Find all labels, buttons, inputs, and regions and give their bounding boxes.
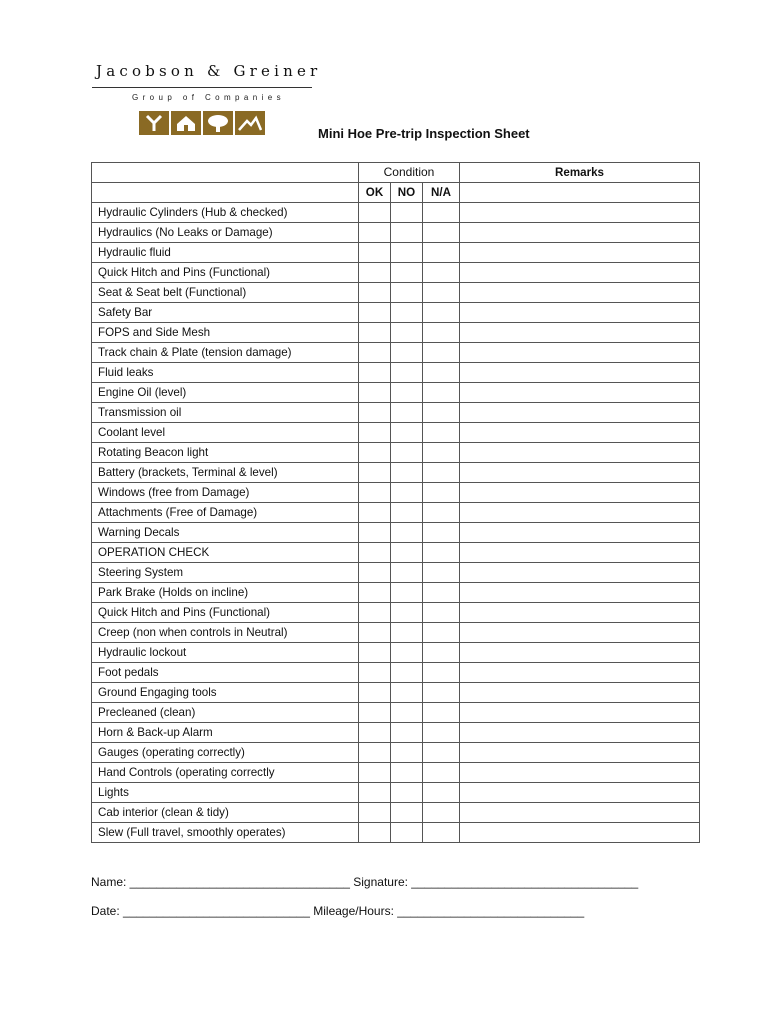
ok-cell[interactable] (359, 343, 391, 363)
table-row (92, 323, 700, 343)
no-cell[interactable] (391, 603, 423, 623)
ok-cell[interactable] (359, 723, 391, 743)
no-cell[interactable] (391, 403, 423, 423)
ok-cell[interactable] (359, 683, 391, 703)
logo-divider (92, 87, 312, 88)
table-row (92, 523, 700, 543)
remarks-cell[interactable] (460, 683, 700, 703)
ok-cell[interactable] (359, 603, 391, 623)
na-cell[interactable] (423, 823, 460, 843)
no-cell[interactable] (391, 263, 423, 283)
remarks-cell[interactable] (460, 223, 700, 243)
na-cell[interactable] (423, 403, 460, 423)
table-row (92, 803, 700, 823)
no-cell[interactable] (391, 703, 423, 723)
ok-cell[interactable] (359, 263, 391, 283)
na-cell[interactable] (423, 563, 460, 583)
remarks-cell[interactable] (460, 663, 700, 683)
ok-cell[interactable] (359, 223, 391, 243)
table-row (92, 383, 700, 403)
no-cell[interactable] (391, 343, 423, 363)
ok-cell[interactable] (359, 763, 391, 783)
inspection-item-label: Engine Oil (level) (92, 383, 359, 403)
condition-header: Condition (359, 163, 460, 183)
ok-cell[interactable] (359, 363, 391, 383)
remarks-cell[interactable] (460, 243, 700, 263)
table-row (92, 303, 700, 323)
na-cell[interactable] (423, 623, 460, 643)
table-row (92, 683, 700, 703)
inspection-item-label: Safety Bar (92, 303, 359, 323)
no-cell[interactable] (391, 223, 423, 243)
ok-cell[interactable] (359, 823, 391, 843)
mountain-icon (235, 111, 265, 135)
ok-cell[interactable] (359, 423, 391, 443)
inspection-item-label: Rotating Beacon light (92, 443, 359, 463)
name-field[interactable]: Name: _________________________________ (91, 875, 350, 889)
table-row (92, 223, 700, 243)
no-cell[interactable] (391, 383, 423, 403)
ok-cell[interactable] (359, 483, 391, 503)
inspection-item-label: Warning Decals (92, 523, 359, 543)
remarks-cell[interactable] (460, 583, 700, 603)
inspection-item-label: Battery (brackets, Terminal & level) (92, 463, 359, 483)
inspection-item-label: Gauges (operating correctly) (92, 743, 359, 763)
na-cell[interactable] (423, 423, 460, 443)
no-cell[interactable] (391, 683, 423, 703)
table-row (92, 603, 700, 623)
na-cell[interactable] (423, 803, 460, 823)
ok-cell[interactable] (359, 623, 391, 643)
na-cell[interactable] (423, 763, 460, 783)
inspection-item-label: OPERATION CHECK (92, 543, 359, 563)
table-row (92, 723, 700, 743)
remarks-cell[interactable] (460, 763, 700, 783)
remarks-cell[interactable] (460, 643, 700, 663)
na-cell[interactable] (423, 783, 460, 803)
ok-cell[interactable] (359, 783, 391, 803)
ok-cell[interactable] (359, 503, 391, 523)
no-cell[interactable] (391, 243, 423, 263)
ok-cell[interactable] (359, 323, 391, 343)
remarks-cell[interactable] (460, 443, 700, 463)
signature-field[interactable]: Signature: __________________________________ (353, 875, 639, 889)
inspection-item-label: Quick Hitch and Pins (Functional) (92, 603, 359, 623)
table-row (92, 363, 700, 383)
table-row (92, 563, 700, 583)
inspection-item-label: Windows (free from Damage) (92, 483, 359, 503)
remarks-cell[interactable] (460, 803, 700, 823)
ok-cell[interactable] (359, 563, 391, 583)
remarks-cell[interactable] (460, 303, 700, 323)
table-row (92, 263, 700, 283)
na-cell[interactable] (423, 223, 460, 243)
remarks-cell[interactable] (460, 723, 700, 743)
logo-company-name: Jacobson & Greiner (96, 62, 322, 80)
ok-cell[interactable] (359, 663, 391, 683)
ok-cell[interactable] (359, 283, 391, 303)
header-row-condition (92, 163, 700, 183)
na-cell[interactable] (423, 343, 460, 363)
table-row (92, 463, 700, 483)
remarks-cell[interactable] (460, 383, 700, 403)
no-cell[interactable] (391, 303, 423, 323)
na-cell[interactable] (423, 463, 460, 483)
na-cell[interactable] (423, 523, 460, 543)
no-cell[interactable] (391, 723, 423, 743)
remarks-cell[interactable] (460, 543, 700, 563)
inspection-item-label: Attachments (Free of Damage) (92, 503, 359, 523)
ok-header: OK (359, 183, 391, 203)
remarks-cell[interactable] (460, 623, 700, 643)
no-header: NO (391, 183, 423, 203)
remarks-cell[interactable] (460, 743, 700, 763)
table-row (92, 543, 700, 563)
inspection-item-label: Seat & Seat belt (Functional) (92, 283, 359, 303)
no-cell[interactable] (391, 783, 423, 803)
no-cell[interactable] (391, 743, 423, 763)
no-cell[interactable] (391, 563, 423, 583)
remarks-cell[interactable] (460, 503, 700, 523)
inspection-item-label: Track chain & Plate (tension damage) (92, 343, 359, 363)
na-cell[interactable] (423, 643, 460, 663)
table-row (92, 763, 700, 783)
inspection-item-label: Creep (non when controls in Neutral) (92, 623, 359, 643)
table-row (92, 743, 700, 763)
remarks-cell[interactable] (460, 423, 700, 443)
na-cell[interactable] (423, 483, 460, 503)
ok-cell[interactable] (359, 643, 391, 663)
inspection-item-label: Lights (92, 783, 359, 803)
no-cell[interactable] (391, 663, 423, 683)
no-cell[interactable] (391, 323, 423, 343)
table-row (92, 203, 700, 223)
ok-cell[interactable] (359, 303, 391, 323)
na-cell[interactable] (423, 683, 460, 703)
remarks-cell[interactable] (460, 403, 700, 423)
na-cell[interactable] (423, 303, 460, 323)
page-title: Mini Hoe Pre-trip Inspection Sheet (318, 126, 530, 141)
tree-icon (203, 111, 233, 135)
inspection-item-label: Hydraulic fluid (92, 243, 359, 263)
no-cell[interactable] (391, 503, 423, 523)
table-row (92, 483, 700, 503)
na-header: N/A (423, 183, 460, 203)
ok-cell[interactable] (359, 523, 391, 543)
table-row (92, 283, 700, 303)
na-cell[interactable] (423, 503, 460, 523)
table-row (92, 343, 700, 363)
na-cell[interactable] (423, 443, 460, 463)
inspection-item-label: Slew (Full travel, smoothly operates) (92, 823, 359, 843)
inspection-item-label: Hydraulic Cylinders (Hub & checked) (92, 203, 359, 223)
table-row (92, 423, 700, 443)
header-row-options (92, 183, 700, 203)
na-cell[interactable] (423, 743, 460, 763)
na-cell[interactable] (423, 203, 460, 223)
no-cell[interactable] (391, 583, 423, 603)
no-cell[interactable] (391, 423, 423, 443)
inspection-item-label: Coolant level (92, 423, 359, 443)
table-row (92, 643, 700, 663)
inspection-item-label: Fluid leaks (92, 363, 359, 383)
table-row (92, 443, 700, 463)
ok-cell[interactable] (359, 403, 391, 423)
inspection-item-label: Precleaned (clean) (92, 703, 359, 723)
na-cell[interactable] (423, 603, 460, 623)
remarks-header: Remarks (460, 163, 700, 183)
ok-cell[interactable] (359, 583, 391, 603)
remarks-cell[interactable] (460, 323, 700, 343)
ok-cell[interactable] (359, 543, 391, 563)
no-cell[interactable] (391, 643, 423, 663)
ok-cell[interactable] (359, 743, 391, 763)
house-icon (171, 111, 201, 135)
remarks-cell[interactable] (460, 483, 700, 503)
na-cell[interactable] (423, 583, 460, 603)
na-cell[interactable] (423, 363, 460, 383)
no-cell[interactable] (391, 363, 423, 383)
table-row (92, 403, 700, 423)
remarks-header-blank (460, 183, 700, 203)
no-cell[interactable] (391, 463, 423, 483)
remarks-cell[interactable] (460, 263, 700, 283)
na-cell[interactable] (423, 283, 460, 303)
no-cell[interactable] (391, 623, 423, 643)
table-row (92, 783, 700, 803)
remarks-cell[interactable] (460, 823, 700, 843)
inspection-item-label: Foot pedals (92, 663, 359, 683)
ok-cell[interactable] (359, 443, 391, 463)
remarks-cell[interactable] (460, 283, 700, 303)
logo-group-text: Group of Companies (132, 93, 286, 102)
inspection-item-label: Park Brake (Holds on incline) (92, 583, 359, 603)
na-cell[interactable] (423, 543, 460, 563)
inspection-item-label: Hydraulics (No Leaks or Damage) (92, 223, 359, 243)
inspection-item-label: FOPS and Side Mesh (92, 323, 359, 343)
remarks-cell[interactable] (460, 203, 700, 223)
remarks-cell[interactable] (460, 523, 700, 543)
inspection-item-label: Hydraulic lockout (92, 643, 359, 663)
ok-cell[interactable] (359, 803, 391, 823)
na-cell[interactable] (423, 723, 460, 743)
date-mileage-line (91, 904, 584, 918)
header-blank-cell (92, 183, 359, 203)
table-row (92, 583, 700, 603)
mileage-field[interactable]: Mileage/Hours: ____________________________ (313, 904, 585, 918)
name-signature-line (91, 875, 638, 889)
no-cell[interactable] (391, 483, 423, 503)
no-cell[interactable] (391, 203, 423, 223)
remarks-cell[interactable] (460, 603, 700, 623)
inspection-item-label: Ground Engaging tools (92, 683, 359, 703)
inspection-table (91, 162, 700, 843)
no-cell[interactable] (391, 823, 423, 843)
table-row (92, 823, 700, 843)
table-row (92, 663, 700, 683)
remarks-cell[interactable] (460, 703, 700, 723)
logo-icon-row (139, 111, 265, 135)
na-cell[interactable] (423, 263, 460, 283)
na-cell[interactable] (423, 663, 460, 683)
ok-cell[interactable] (359, 463, 391, 483)
inspection-item-label: Quick Hitch and Pins (Functional) (92, 263, 359, 283)
table-row (92, 623, 700, 643)
ok-cell[interactable] (359, 203, 391, 223)
na-cell[interactable] (423, 383, 460, 403)
ok-cell[interactable] (359, 243, 391, 263)
no-cell[interactable] (391, 543, 423, 563)
inspection-item-label: Horn & Back-up Alarm (92, 723, 359, 743)
remarks-cell[interactable] (460, 563, 700, 583)
remarks-cell[interactable] (460, 363, 700, 383)
ok-cell[interactable] (359, 383, 391, 403)
inspection-item-label: Hand Controls (operating correctly (92, 763, 359, 783)
inspection-item-label: Cab interior (clean & tidy) (92, 803, 359, 823)
remarks-cell[interactable] (460, 783, 700, 803)
tree-person-icon (139, 111, 169, 135)
inspection-item-label: Steering System (92, 563, 359, 583)
no-cell[interactable] (391, 283, 423, 303)
table-row (92, 703, 700, 723)
no-cell[interactable] (391, 803, 423, 823)
na-cell[interactable] (423, 243, 460, 263)
ok-cell[interactable] (359, 703, 391, 723)
header-blank-cell (92, 163, 359, 183)
table-row (92, 503, 700, 523)
table-row (92, 243, 700, 263)
na-cell[interactable] (423, 703, 460, 723)
date-field[interactable]: Date: ____________________________ (91, 904, 310, 918)
remarks-cell[interactable] (460, 343, 700, 363)
na-cell[interactable] (423, 323, 460, 343)
inspection-item-label: Transmission oil (92, 403, 359, 423)
no-cell[interactable] (391, 763, 423, 783)
remarks-cell[interactable] (460, 463, 700, 483)
no-cell[interactable] (391, 443, 423, 463)
no-cell[interactable] (391, 523, 423, 543)
